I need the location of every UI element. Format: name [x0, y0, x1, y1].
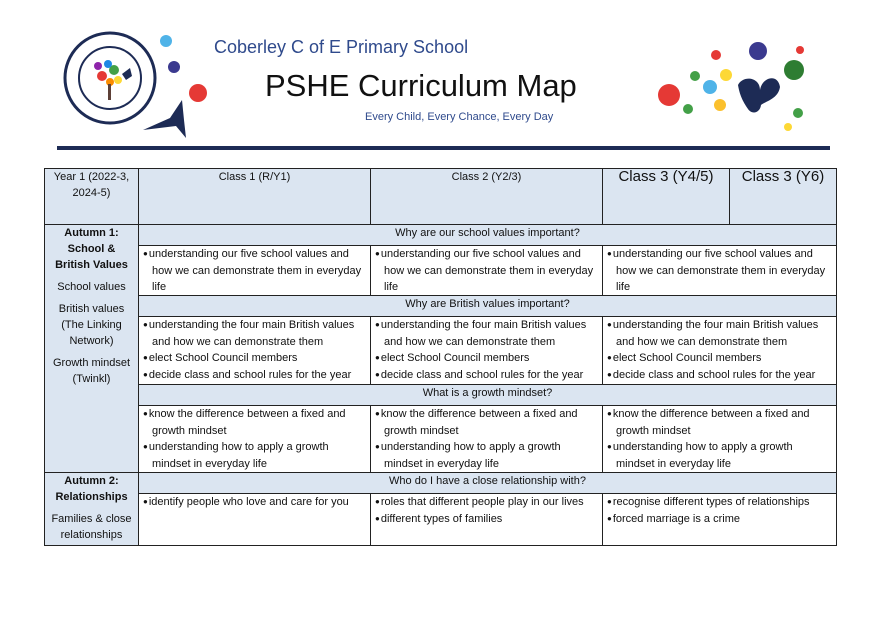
page-title: PSHE Curriculum Map	[265, 68, 577, 103]
question-growth-mindset: What is a growth mindset?	[139, 385, 837, 406]
bullet-item: ● understanding how to apply a growth mindset in everyday life	[375, 439, 598, 472]
decorative-dots-right	[648, 35, 818, 135]
q4-class3-cell	[603, 494, 837, 546]
table-row	[45, 406, 837, 473]
bullet-item: ● know the difference between a fixed and growth mindset	[143, 406, 366, 439]
class3-y6-header: Class 3 (Y6)	[730, 169, 837, 225]
bullet-item: ● decide class and school rules for the year	[143, 367, 366, 384]
q2-class1-cell	[139, 317, 371, 385]
question-row	[45, 385, 837, 406]
autumn2-title: Autumn 2: Relationships	[55, 475, 128, 503]
autumn1-topic-british-values: British values (The Linking Network)	[58, 303, 125, 347]
bullet-item: ● understanding our five school values and how we can demonstrate them in everyday life	[375, 246, 598, 295]
q3-class2-cell	[371, 406, 603, 473]
q1-class1-cell	[139, 246, 371, 296]
bullet-item: ● elect School Council members	[607, 350, 832, 367]
header-divider	[57, 146, 830, 150]
table-row	[45, 246, 837, 296]
table-row	[45, 494, 837, 546]
autumn1-term-cell	[45, 225, 139, 473]
bullet-item: ● elect School Council members	[375, 350, 598, 367]
question-close-relationships: Who do I have a close relationship with?	[139, 473, 837, 494]
question-school-values: Why are our school values important?	[139, 225, 837, 246]
bullet-item: ● identify people who love and care for you	[143, 494, 366, 511]
bullet-item: ● forced marriage is a crime	[607, 511, 832, 528]
bullet-item: ● know the difference between a fixed and growth mindset	[375, 406, 598, 439]
table-row	[45, 317, 837, 385]
q1-class2-cell	[371, 246, 603, 296]
q3-class1-cell	[139, 406, 371, 473]
autumn1-topic-school-values: School values	[57, 281, 126, 293]
bullet-item: ● understanding the four main British values and how we can demonstrate them	[607, 317, 832, 350]
curriculum-table	[44, 168, 837, 546]
class3-y45-header: Class 3 (Y4/5)	[603, 169, 730, 225]
bullet-item: ● recognise different types of relationships	[607, 494, 832, 511]
class1-header: Class 1 (R/Y1)	[139, 169, 371, 225]
bullet-item: ● understanding how to apply a growth mindset in everyday life	[607, 439, 832, 472]
question-british-values: Why are British values important?	[139, 296, 837, 317]
bullet-item: ● understanding our five school values and how we can demonstrate them in everyday life	[607, 246, 832, 295]
autumn2-topic-families: Families & close relationships	[51, 513, 132, 541]
question-row	[45, 225, 837, 246]
school-motto: Every Child, Every Chance, Every Day	[365, 111, 554, 123]
autumn1-topic-growth-mindset: Growth mindset (Twinkl)	[52, 357, 131, 385]
class2-header: Class 2 (Y2/3)	[371, 169, 603, 225]
q2-class2-cell	[371, 317, 603, 385]
bullet-item: ● understanding the four main British values and how we can demonstrate them	[143, 317, 366, 350]
q3-class3-cell	[603, 406, 837, 473]
bullet-item: ● know the difference between a fixed and growth mindset	[607, 406, 832, 439]
bullet-item: ● elect School Council members	[143, 350, 366, 367]
bullet-item: ● roles that different people play in our lives	[375, 494, 598, 511]
bullet-item: ● decide class and school rules for the year	[375, 367, 598, 384]
table-header-row	[45, 169, 837, 225]
year-header: Year 1 (2022-3, 2024-5)	[45, 169, 139, 225]
bullet-item: ● different types of families	[375, 511, 598, 528]
autumn1-title: Autumn 1: School & British Values	[55, 227, 128, 271]
question-row	[45, 296, 837, 317]
autumn2-term-cell	[45, 473, 139, 546]
bullet-item: ● understanding the four main British values and how we can demonstrate them	[375, 317, 598, 350]
bullet-item: ● decide class and school rules for the year	[607, 367, 832, 384]
bullet-item: ● understanding how to apply a growth mindset in everyday life	[143, 439, 366, 472]
question-row	[45, 473, 837, 494]
q4-class1-cell	[139, 494, 371, 546]
q4-class2-cell	[371, 494, 603, 546]
bullet-item: ● understanding our five school values and how we can demonstrate them in everyday life	[143, 246, 366, 295]
decorative-dots-left	[138, 30, 218, 145]
q2-class3-cell	[603, 317, 837, 385]
school-name: Coberley C of E Primary School	[214, 37, 469, 57]
q1-class3-cell	[603, 246, 837, 296]
